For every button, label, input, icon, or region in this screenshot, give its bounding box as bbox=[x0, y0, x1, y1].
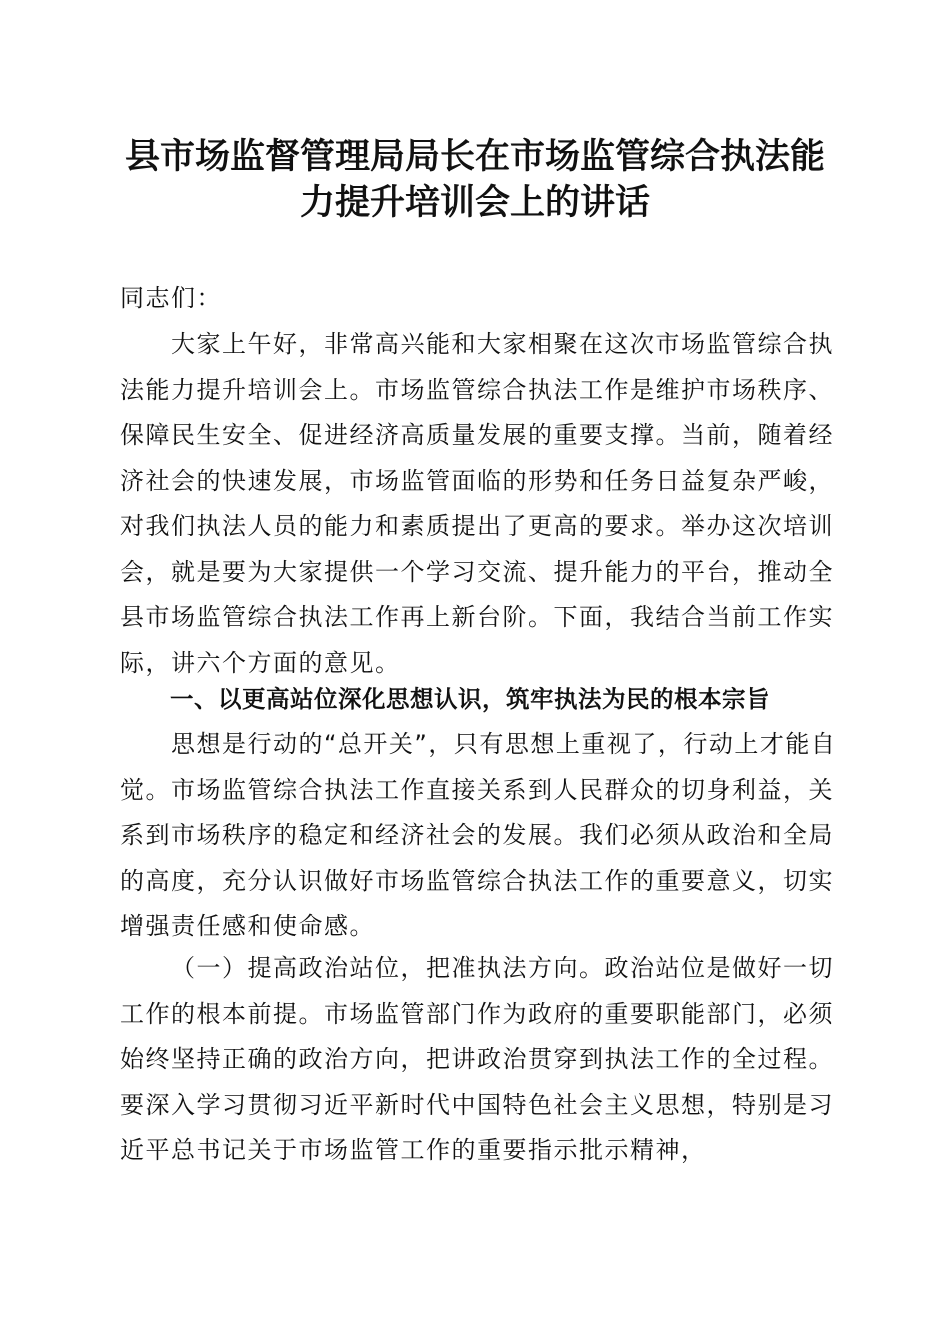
document-title-line-2: 力提升培训会上的讲话 bbox=[299, 182, 650, 223]
subsection-1-paragraph bbox=[120, 946, 850, 1174]
intro-paragraph: 大家上午好，非常高兴能和大家相聚在这次市场监管综合执法能力提升培训会上。市场监管综合执法工作是维护市场秩序、保障民生安全、促进经济高质量发展的重要支撑。当前，随着经济社会的快速发展，市场监管面临的形势和任务日益复杂严峻，对我们执法人员的能力和素质提出了更高的要求。举办这次培训会，就是要为大家提供一个学习交流、提升能力的平台，推动全县市场监管综合执法工作再上新台阶。下面，我结合当前工作实际，讲六个方面的意见。 bbox=[120, 330, 834, 677]
document-title-line-1: 县市场监督管理局局长在市场监管综合执法能 bbox=[124, 136, 825, 177]
subsection-1-body: 政治站位是做好一切工作的根本前提。市场监管部门作为政府的重要职能部门，必须始终坚持正确的政治方向，把讲政治贯穿到执法工作的全过程。要深入学习贯彻习近平新时代中国特色社会主义思想，特别是习近平总书记关于市场监管工作的重要指示批示精神， bbox=[120, 954, 834, 1164]
subsection-1-lead: （一）提高政治站位，把准执法方向。 bbox=[171, 954, 605, 982]
section-1-paragraph: 思想是行动的“总开关”，只有思想上重视了，行动上才能自觉。市场监管综合执法工作直接关系到人民群众的切身利益，关系到市场秩序的稳定和经济社会的发展。我们必须从政治和全局的高度，充分认识做好市场监管综合执法工作的重要意义，切实增强责任感和使命感。 bbox=[120, 730, 837, 940]
salutation: 同志们： bbox=[120, 284, 222, 312]
section-heading-1: 一、以更高站位深化思想认识，筑牢执法为民的根本宗旨 bbox=[170, 685, 770, 713]
